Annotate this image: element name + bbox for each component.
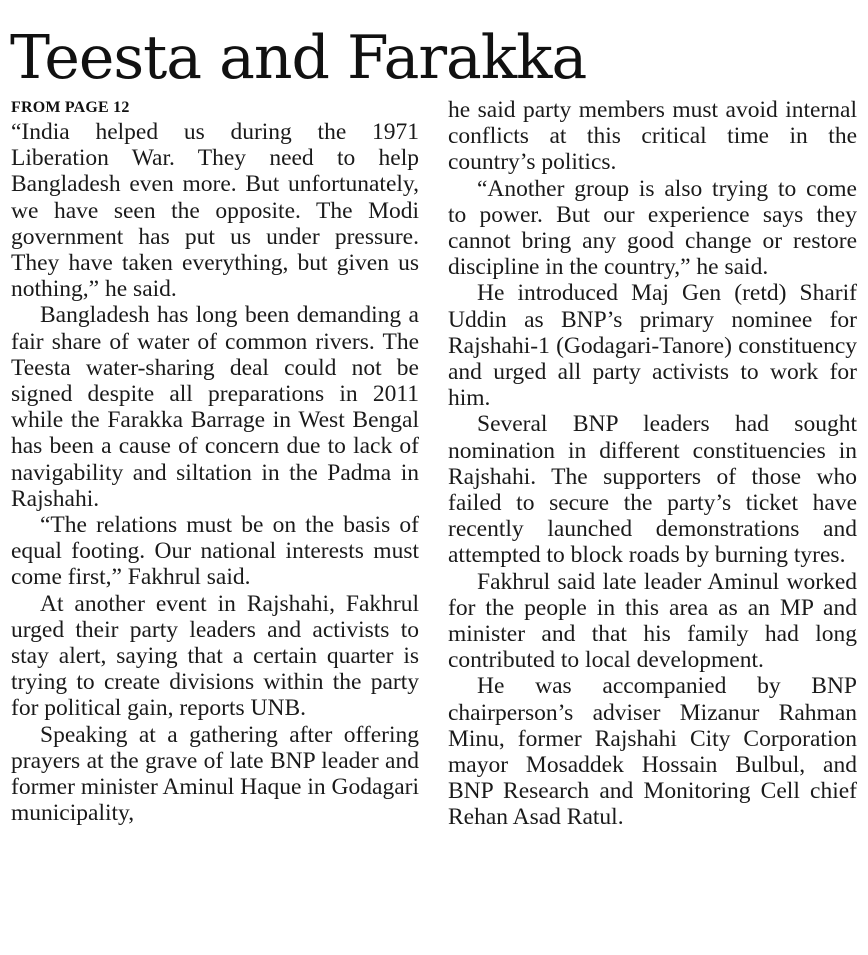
paragraph: “Another group is also trying to come to power. But our experience says they cannot bring any good change or restore discipline in the country,” he said. — [448, 175, 857, 281]
paragraph: “The relations must be on the basis of equal footing. Our national interests must come first,” Fakhrul said. — [11, 512, 419, 591]
article-column-left — [11, 97, 419, 826]
paragraph: At another event in Rajshahi, Fakhrul urged their party leaders and activists to stay alert, saying that a certain quarter is trying to create divisions within the party for political gain, reports UNB. — [11, 590, 419, 722]
paragraph: Fakhrul said late leader Aminul worked for the people in this area as an MP and minister and that his family had long contributed to local development. — [448, 568, 857, 674]
headline: Teesta and Farakka — [10, 23, 587, 93]
paragraph: He introduced Maj Gen (retd) Sharif Uddin as BNP’s primary nominee for Rajshahi-1 (Godagari-Tanore) constituency and urged all party activists to work for him. — [448, 280, 857, 412]
paragraph: Speaking at a gathering after offering prayers at the grave of late BNP leader and former minister Aminul Haque in Godagari municipality, — [11, 721, 419, 827]
paragraph: Several BNP leaders had sought nomination in different constituencies in Rajshahi. The supporters of those who failed to secure the party’s ticket have recently launched demonstrations and attempted to block roads by burning tyres. — [448, 411, 857, 569]
article-column-right — [448, 97, 857, 831]
paragraph: He was accompanied by BNP chairperson’s adviser Mizanur Rahman Minu, former Rajshahi City Corporation mayor Mosaddek Hossain Bulbul, and BNP Research and Monitoring Cell chief Rehan Asad Ratul. — [448, 673, 857, 831]
jump-label: FROM PAGE 12 — [11, 99, 130, 116]
paragraph: he said party members must avoid internal conflicts at this critical time in the country’s politics. — [448, 97, 857, 176]
paragraph: Bangladesh has long been demanding a fair share of water of common rivers. The Teesta water-sharing deal could not be signed despite all preparations in 2011 while the Farakka Barrage in West Bengal has been a cause of concern due to lack of navigability and siltation in the Padma in Rajshahi. — [11, 302, 419, 512]
paragraph: “India helped us during the 1971 Liberation War. They need to help Bangladesh even more. But unfortunately, we have seen the opposite. The Modi government has put us under pressure. They have taken everything, but given us nothing,” he said. — [11, 119, 419, 303]
